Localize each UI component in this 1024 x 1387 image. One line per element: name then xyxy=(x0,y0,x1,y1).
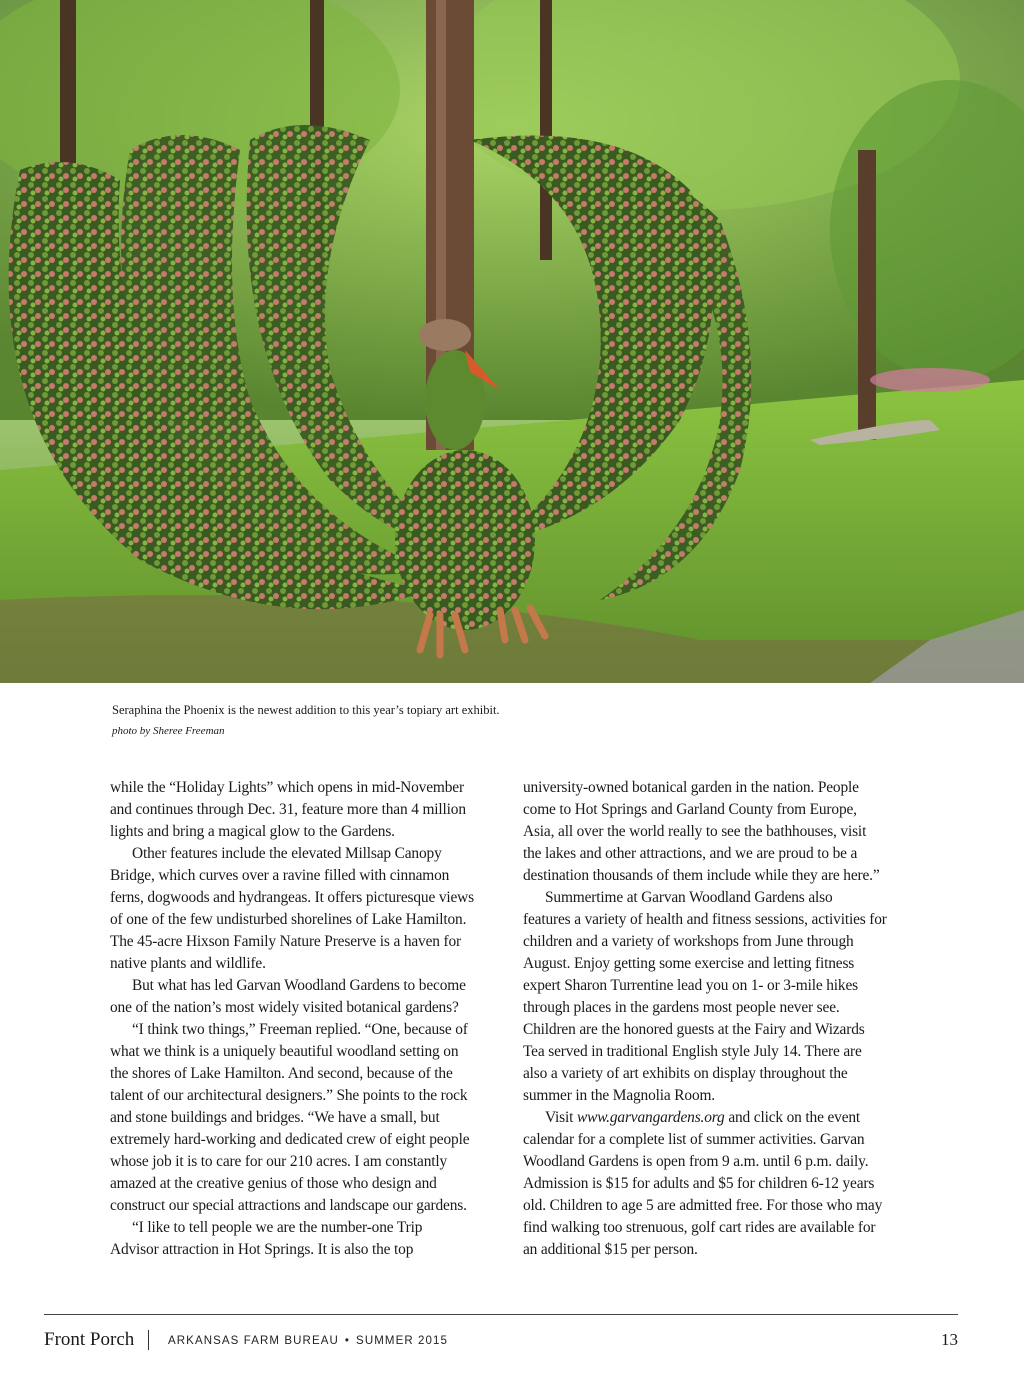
article-line: of one of the few undisturbed shorelines of Lake Hamilton. xyxy=(110,911,467,928)
page-footer xyxy=(44,1326,958,1354)
article-line: native plants and wildlife. xyxy=(110,955,266,972)
article-line: an additional $15 per person. xyxy=(523,1241,698,1258)
article-line: Children are the honored guests at the Fairy and Wizards xyxy=(523,1021,865,1038)
garvan-gardens-link[interactable]: www.garvangardens.org xyxy=(576,1109,725,1126)
article-line: what we think is a uniquely beautiful woodland setting on xyxy=(110,1043,459,1060)
article-line: and stone buildings and bridges. “We have a small, but xyxy=(110,1109,440,1126)
article-line: Summertime at Garvan Woodland Gardens also xyxy=(545,889,833,906)
visit-text: Visit xyxy=(545,1109,574,1126)
issue-label: SUMMER 2015 xyxy=(356,1335,449,1347)
article-line: one of the nation’s most widely visited botanical gardens? xyxy=(110,999,459,1016)
publisher-name: ARKANSAS FARM BUREAU xyxy=(168,1335,339,1347)
article-line: construct our special attractions and landscape our gardens. xyxy=(110,1197,467,1214)
article-line: old. Children to age 5 are admitted free. For those who may xyxy=(523,1197,883,1214)
bullet-separator: • xyxy=(344,1335,351,1347)
article-line: features a variety of health and fitness sessions, activities for xyxy=(523,911,887,928)
article-line: Admission is $15 for adults and $5 for children 6-12 years xyxy=(523,1175,875,1192)
article-line: the shores of Lake Hamilton. And second, because of the xyxy=(110,1065,453,1082)
article-line: “I think two things,” Freeman replied. “One, because of xyxy=(132,1021,468,1038)
article-column-left xyxy=(110,777,495,1261)
article-line: talent of our architectural designers.” She points to the rock xyxy=(110,1087,468,1104)
article-line: Bridge, which curves over a ravine filled with cinnamon xyxy=(110,867,450,884)
article-line: summer in the Magnolia Room. xyxy=(523,1087,716,1104)
article-line: calendar for a complete list of summer activities. Garvan xyxy=(523,1131,865,1148)
photo-credit: photo by Sheree Freeman xyxy=(112,725,225,737)
article-line: “I like to tell people we are the number-one Trip xyxy=(132,1219,423,1236)
article-line: also a variety of art exhibits on display throughout the xyxy=(523,1065,848,1082)
article-line: But what has led Garvan Woodland Gardens to become xyxy=(132,977,466,994)
article-line: expert Sharon Turrentine lead you on 1- or 3-mile hikes xyxy=(523,977,858,994)
article-line: ferns, dogwoods and hydrangeas. It offers picturesque views xyxy=(110,889,474,906)
article-line: university-owned botanical garden in the nation. People xyxy=(523,779,859,796)
hero-photo xyxy=(0,0,1024,683)
article-line: the lakes and other attractions, and we are proud to be a xyxy=(523,845,858,862)
article-line: lights and bring a magical glow to the Gardens. xyxy=(110,823,395,840)
article-line: destination thousands of them include while they are here.” xyxy=(523,867,880,884)
caption-text: Seraphina the Phoenix is the newest addition to this year’s topiary art exhibit. xyxy=(112,703,500,717)
article-line: whose job it is to care for our 210 acres. I am constantly xyxy=(110,1153,448,1170)
article-line: The 45-acre Hixson Family Nature Preserve is a haven for xyxy=(110,933,462,950)
article-line: August. Enjoy getting some exercise and letting fitness xyxy=(523,955,855,972)
article-line: Other features include the elevated Millsap Canopy xyxy=(132,845,442,862)
footer-rule xyxy=(44,1314,958,1315)
footer-divider xyxy=(148,1330,149,1350)
article-line: and continues through Dec. 31, feature more than 4 million xyxy=(110,801,466,818)
article-column-right xyxy=(523,777,908,1261)
article-line: Advisor attraction in Hot Springs. It is also the top xyxy=(110,1241,414,1258)
magazine-title: Front Porch xyxy=(44,1329,135,1350)
article-line: come to Hot Springs and Garland County from Europe, xyxy=(523,801,857,818)
photo-caption xyxy=(112,702,912,739)
article-line: while the “Holiday Lights” which opens in mid-November xyxy=(110,779,464,796)
article-line: amazed at the creative genius of those who design and xyxy=(110,1175,437,1192)
article-line: children and a variety of workshops from June through xyxy=(523,933,854,950)
article-line: Asia, all over the world really to see the bathhouses, visit xyxy=(523,823,867,840)
phoenix-topiary-illustration xyxy=(0,0,1024,683)
article-line-with-link xyxy=(523,1107,908,1129)
publication-info xyxy=(168,1326,448,1356)
page-number: 13 xyxy=(941,1330,958,1349)
article-line: through places in the gardens most people never see. xyxy=(523,999,840,1016)
article-line: Woodland Gardens is open from 9 a.m. until 6 p.m. daily. xyxy=(523,1153,869,1170)
article-line: extremely hard-working and dedicated crew of eight people xyxy=(110,1131,470,1148)
link-trailing-text: and click on the event xyxy=(728,1109,861,1126)
article-line: find walking too strenuous, golf cart rides are available for xyxy=(523,1219,876,1236)
article-line: Tea served in traditional English style July 14. There are xyxy=(523,1043,862,1060)
